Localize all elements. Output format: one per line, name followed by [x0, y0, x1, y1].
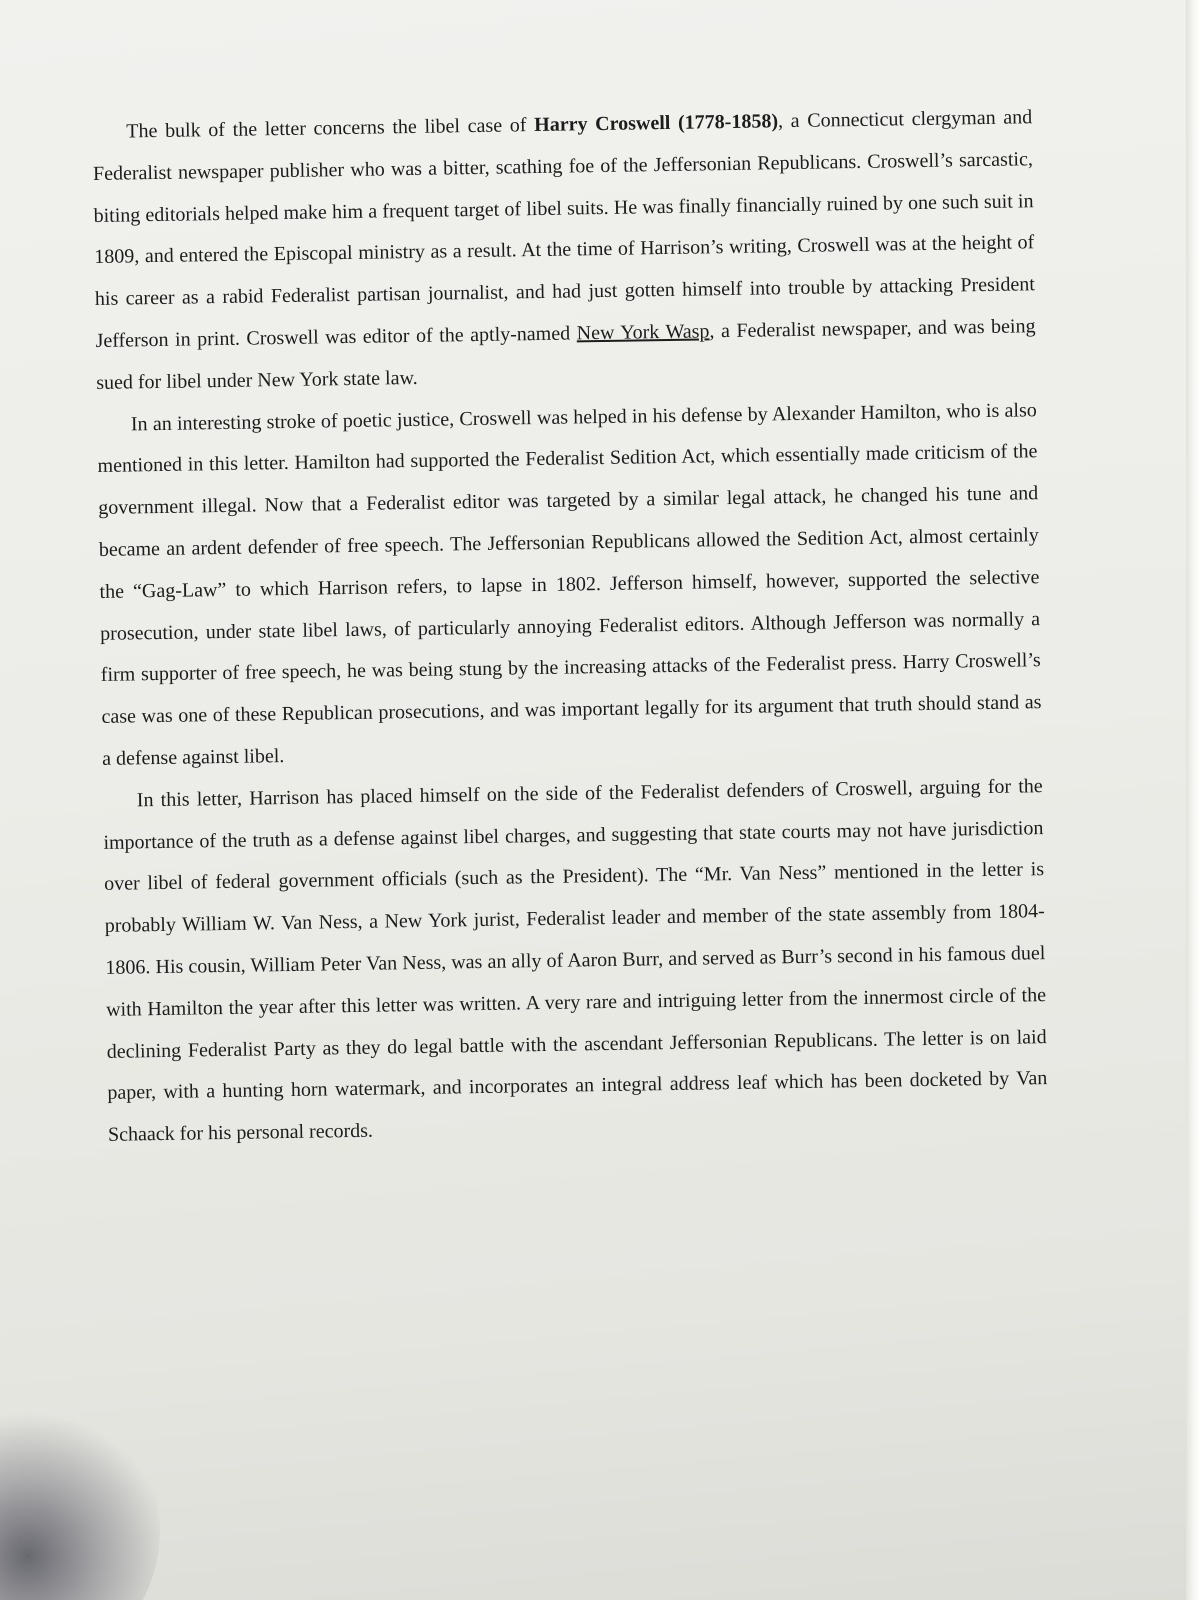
document-body: [92, 97, 1048, 1157]
paragraph-3-text: In this letter, Harrison has placed himself on the side of the Federalist defenders of Croswell, arguing for the importance of the truth as a defense against libel charges, and suggesting that state courts may not have jurisdiction over libel of federal government officials (such as the President). The “Mr. Van Ness” mentioned in the letter is probably William W. Van Ness, a New York jurist, Federalist leader and member of the state assembly from 1804-1806. His cousin, William Peter Van Ness, was an ally of Aaron Burr, and served as Burr’s second in his famous duel with Hamilton the year after this letter was written. A very rare and intriguing letter from the innermost circle of the declining Federalist Party as they do legal battle with the ascendant Jeffersonian Republicans. The letter is on laid paper, with a hunting horn watermark, and incorporates an integral address leaf which has been docketed by Van Schaack for his personal records.: [103, 774, 1048, 1146]
paragraph-2-text: In an interesting stroke of poetic justice, Croswell was helped in his defense by Alexander Hamilton, who is also mentioned in this letter. Hamilton had supported the Federalist Sedition Act, which essentially made criticism of the government illegal. Now that a Federalist editor was targeted by a similar legal attack, he changed his tune and became an ardent defender of free speech. The Jeffersonian Republicans allowed the Sedition Act, almost certainly the “Gag-Law” to which Harrison refers, to lapse in 1802. Jefferson himself, however, supported the selective prosecution, under state libel laws, of particularly annoying Federalist editors. Although Jefferson was normally a firm supporter of free speech, he was being stung by the increasing attacks of the Federalist press. Harry Croswell’s case was one of these Republican prosecutions, and was important legally for its argument that truth should stand as a defense against libel.: [97, 398, 1042, 770]
newspaper-title-underlined: New York Wasp: [576, 320, 710, 345]
thumb-shadow: [0, 1400, 160, 1600]
paragraph-2: [97, 390, 1043, 781]
paragraph-3: [103, 766, 1049, 1157]
paragraph-1-text: , a Connecticut clergyman and Federalist newspaper publisher who was a bitter, scathing foe of the Jeffersonian Republicans. Croswell’s sarcastic, biting editorials helped make him a frequent target of libel suits. He was finally financially ruined by one such suit in 1809, and entered the Episcopal ministry as a result. At the time of Harrison’s writing, Croswell was at the height of his career as a rabid Federalist partisan journalist, and had just gotten himself into trouble by attacking President Jefferson in print. Croswell was editor of the aptly-named: [92, 106, 1035, 352]
paragraph-1: [92, 97, 1036, 404]
subject-name-bold: Harry Croswell (1778-1858): [534, 110, 779, 137]
paragraph-1-text: , a Federalist newspaper, and was being sued for libel under New York state law.: [96, 315, 1036, 394]
paragraph-1-text: The bulk of the letter concerns the libel case of: [126, 114, 535, 143]
page-edge: [1186, 0, 1200, 1600]
